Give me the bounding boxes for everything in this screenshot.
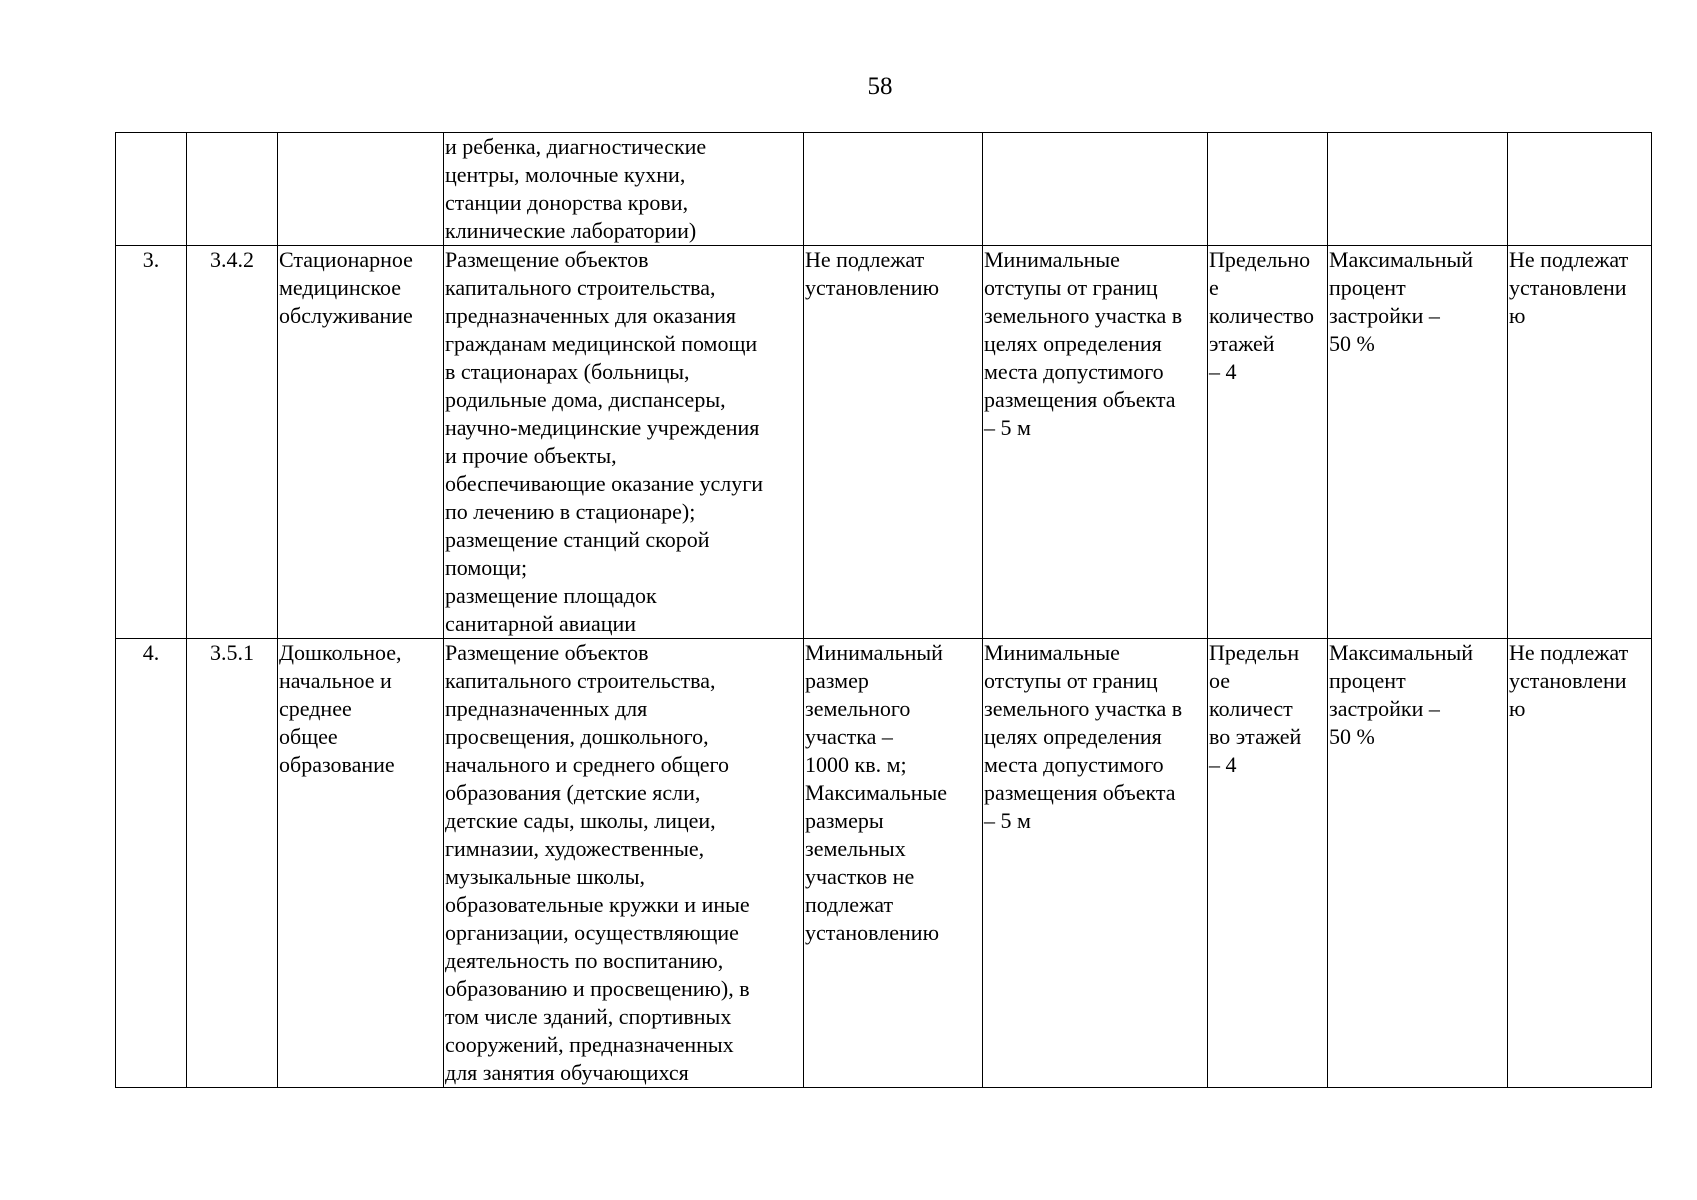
row-number-cell: 4.	[116, 639, 187, 1088]
name-cell: Стационарное медицинское обслуживание	[278, 246, 444, 639]
name-cell	[278, 133, 444, 246]
coverage-cell: Максимальный процент застройки – 50 %	[1328, 246, 1508, 639]
other-cell	[1508, 133, 1652, 246]
floors-cell: Предельн ое количест во этажей – 4	[1208, 639, 1328, 1088]
table-row	[116, 639, 1652, 1088]
floors-cell: Предельно е количество этажей – 4	[1208, 246, 1328, 639]
other-cell: Не подлежат установлени ю	[1508, 246, 1652, 639]
plot-size-cell	[804, 133, 983, 246]
plot-size-cell: Минимальный размер земельного участка – 1000 кв. м; Максимальные размеры земельных участков не подлежат установлению	[804, 639, 983, 1088]
description-cell: и ребенка, диагностические центры, молочные кухни, станции донорства крови, клинические лаборатории)	[444, 133, 804, 246]
table-row	[116, 246, 1652, 639]
page-number: 58	[867, 73, 893, 100]
description-cell: Размещение объектов капитального строительства, предназначенных для оказания гражданам медицинской помощи в стационарах (больницы, родильные дома, диспансеры, научно-медицинские учреждения и прочие объекты, обеспечивающие оказание услуги по лечению в стационаре); размещение станций скорой помощи; размещение площадок санитарной авиации	[444, 246, 804, 639]
setbacks-cell: Минимальные отступы от границ земельного участка в целях определения места допустимого размещения объекта – 5 м	[983, 246, 1208, 639]
code-cell	[187, 133, 278, 246]
setbacks-cell	[983, 133, 1208, 246]
table-row	[116, 133, 1652, 246]
floors-cell	[1208, 133, 1328, 246]
row-number-cell	[116, 133, 187, 246]
code-cell: 3.4.2	[187, 246, 278, 639]
coverage-cell	[1328, 133, 1508, 246]
coverage-cell: Максимальный процент застройки – 50 %	[1328, 639, 1508, 1088]
setbacks-cell: Минимальные отступы от границ земельного участка в целях определения места допустимого размещения объекта – 5 м	[983, 639, 1208, 1088]
code-cell: 3.5.1	[187, 639, 278, 1088]
plot-size-cell: Не подлежат установлению	[804, 246, 983, 639]
other-cell: Не подлежат установлени ю	[1508, 639, 1652, 1088]
name-cell: Дошкольное, начальное и среднее общее образование	[278, 639, 444, 1088]
regulations-table	[115, 132, 1652, 1088]
row-number-cell: 3.	[116, 246, 187, 639]
description-cell: Размещение объектов капитального строительства, предназначенных для просвещения, дошкольного, начального и среднего общего образования (детские ясли, детские сады, школы, лицеи, гимназии, художественные, музыкальные школы, образовательные кружки и иные организации, осуществляющие деятельность по воспитанию, образованию и просвещению), в том числе зданий, спортивных сооружений, предназначенных для занятия обучающихся	[444, 639, 804, 1088]
